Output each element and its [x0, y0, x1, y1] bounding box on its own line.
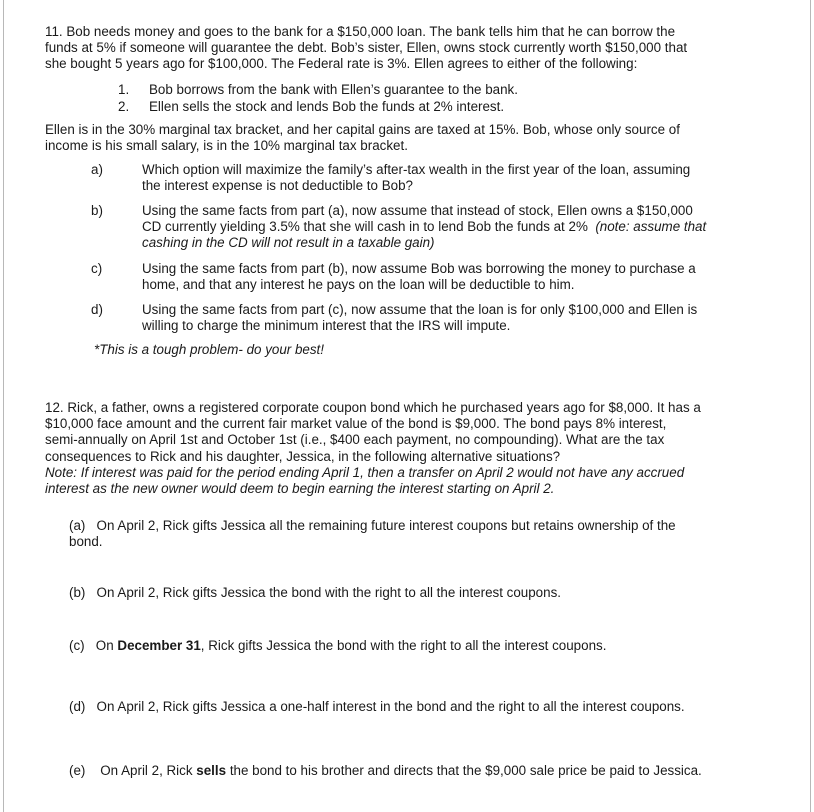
q12-note-line: interest as the new owner would deem to begin earning the interest starting on April 2. — [45, 481, 555, 497]
part-label: b) — [91, 203, 103, 218]
part-label: (b) — [69, 585, 86, 600]
part-text — [142, 203, 706, 252]
q12-part-b — [69, 585, 561, 601]
part-text-bold: December 31 — [117, 638, 201, 653]
part-line: the interest expense is not deductible to Bob? — [142, 178, 413, 194]
part-label: c) — [91, 261, 103, 276]
part-label: d) — [91, 302, 103, 317]
q12-part-c — [69, 638, 606, 654]
part-line: home, and that any interest he pays on the loan will be deductible to him. — [142, 277, 575, 293]
q12-part-e — [69, 763, 702, 779]
part-text: On April 2, Rick gifts Jessica all the remaining future interest coupons but retains ownership of the — [96, 518, 676, 533]
part-text-pre: On — [95, 638, 114, 653]
q12-part-d — [69, 699, 685, 715]
part-text — [142, 162, 690, 194]
q12-note-line: Note: If interest was paid for the period ending April 1, then a transfer on April 2 would not have any accrued — [45, 464, 685, 480]
q12-intro-line: semi-annually on April 1st and October 1st (i.e., $400 each payment, no compounding). What are the tax — [45, 432, 665, 448]
part-note: (note: assume that — [595, 219, 707, 235]
ellen-line: income is his small salary, is in the 10% marginal tax bracket. — [45, 138, 408, 154]
part-note: cashing in the CD will not result in a taxable gain) — [142, 235, 435, 251]
q12-intro — [45, 400, 701, 497]
part-text: On April 2, Rick gifts Jessica a one-half interest in the bond and the right to all the interest coupons. — [96, 699, 685, 714]
option-number: 1. — [118, 82, 130, 97]
part-text: On April 2, Rick gifts Jessica the bond with the right to all the interest coupons. — [96, 585, 561, 600]
part-text-post: the bond to his brother and directs that the $9,000 sale price be paid to Jessica. — [229, 763, 702, 778]
part-text — [142, 302, 697, 334]
part-line: Using the same facts from part (b), now assume Bob was borrowing the money to purchase a — [142, 261, 696, 276]
q12-intro-line: 12. Rick, a father, owns a registered corporate coupon bond which he purchased years ago for $8,000. It has a — [45, 400, 701, 415]
part-text — [142, 261, 696, 293]
part-text-bold: sells — [196, 763, 227, 778]
q11-intro-line: funds at 5% if someone will guarantee the debt. Bob’s sister, Ellen, owns stock currently worth $150,000 that — [45, 40, 688, 56]
part-line-main: CD currently yielding 3.5% that she will cash in to lend Bob the funds at 2% — [142, 219, 588, 235]
part-line: willing to charge the minimum interest that the IRS will impute. — [142, 318, 511, 334]
q11-intro — [45, 24, 687, 73]
ellen-line: Ellen is in the 30% marginal tax bracket, and her capital gains are taxed at 15%. Bob, whose only source of — [45, 122, 680, 137]
part-line — [142, 219, 706, 235]
part-label: (d) — [69, 699, 86, 714]
tough-problem-note: *This is a tough problem- do your best! — [94, 342, 324, 357]
part-text-pre: On April 2, Rick — [100, 763, 193, 778]
q11-ellen-paragraph — [45, 122, 680, 154]
part-label: (e) — [69, 763, 86, 778]
part-label: a) — [91, 162, 103, 177]
option-number: 2. — [118, 99, 130, 114]
part-line: Using the same facts from part (a), now assume that instead of stock, Ellen owns a $150,000 — [142, 203, 693, 218]
part-line: bond. — [69, 534, 103, 550]
option-text: Ellen sells the stock and lends Bob the funds at 2% interest. — [149, 99, 505, 114]
part-line — [69, 518, 676, 534]
q11-intro-line: she bought 5 years ago for $100,000. The Federal rate is 3%. Ellen agrees to either of the following: — [45, 56, 638, 72]
q12-intro-line: consequences to Rick and his daughter, Jessica, in the following alternative situations? — [45, 448, 561, 464]
q11-intro-line: 11. Bob needs money and goes to the bank for a $150,000 loan. The bank tells him that he can borrow the — [45, 24, 676, 39]
part-label: (a) — [69, 518, 86, 533]
q12-intro-line: $10,000 face amount and the current fair market value of the bond is $9,000. The bond pays 8% interest, — [45, 416, 667, 432]
part-text-post: , Rick gifts Jessica the bond with the right to all the interest coupons. — [200, 638, 607, 653]
part-line: Which option will maximize the family’s after-tax wealth in the first year of the loan, assuming — [142, 162, 691, 177]
part-label: (c) — [69, 638, 85, 653]
q12-part-a — [69, 518, 676, 550]
part-line: Using the same facts from part (c), now assume that the loan is for only $100,000 and Ellen is — [142, 302, 698, 317]
option-text: Bob borrows from the bank with Ellen’s guarantee to the bank. — [149, 82, 518, 97]
